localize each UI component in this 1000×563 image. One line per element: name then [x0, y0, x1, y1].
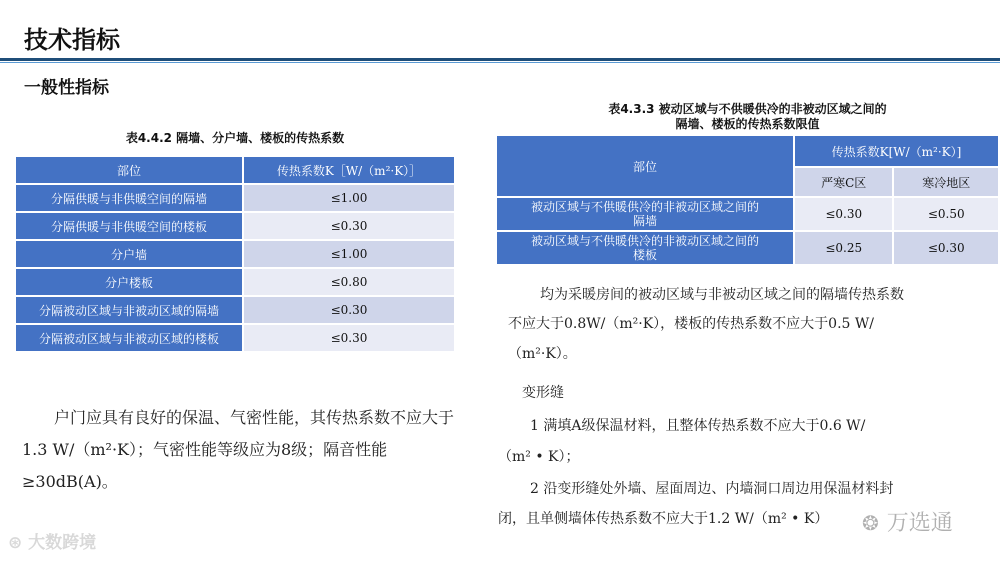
table1-header-part: 部位 [16, 157, 242, 183]
section-subtitle: 一般性指标 [24, 78, 109, 98]
table2-subheader-cold: 寒冷地区 [894, 168, 998, 196]
table2-row-value: ≤0.30 [894, 232, 998, 264]
watermark-logo-icon: ⊛ [8, 533, 29, 553]
item1-line2: （m² • K）； [498, 449, 580, 465]
table1-row-label: 分隔被动区域与非被动区域的隔墙 [16, 297, 242, 323]
table2-row-label-line1: 被动区域与不供暖供冷的非被动区域之间的 [530, 200, 759, 214]
table1-row-value: ≤1.00 [244, 185, 454, 211]
table1-row-label: 分隔供暖与非供暖空间的楼板 [16, 213, 242, 239]
item1-line1: 1 满填A级保温材料，且整体传热系数不应大于0.6 W/ [530, 418, 866, 434]
table1-row-label: 分户楼板 [16, 269, 242, 295]
table-row [16, 213, 454, 239]
right-paragraph-line2: 不应大于0.8W/（m²·K），楼板的传热系数不应大于0.5 W/ [508, 316, 874, 332]
table1-row-value: ≤0.30 [244, 213, 454, 239]
right-paragraph-line3: （m²·K）。 [508, 346, 577, 362]
item2-line1: 2 沿变形缝处外墙、屋面周边、内墙洞口周边用保温材料封 [530, 481, 894, 497]
table2-row-label-line1: 被动区域与不供暖供冷的非被动区域之间的 [530, 234, 759, 248]
watermark-left-text: 大数跨境 [28, 533, 97, 553]
table1-row-label: 分隔供暖与非供暖空间的隔墙 [16, 185, 242, 211]
watermark-right-text: 万选通 [886, 511, 953, 536]
table1-row-label: 分户墙 [16, 241, 242, 267]
table2-row-value: ≤0.25 [795, 232, 892, 264]
wechat-icon: ❂ [862, 511, 879, 535]
header-rule [0, 58, 1000, 61]
table2-header-k: 传热系数K[W/（m²·K）] [795, 136, 998, 166]
table1-row-value: ≤0.30 [244, 297, 454, 323]
watermark-right [862, 506, 953, 537]
table2-row-label-line2: 隔墙 [632, 214, 657, 228]
table1 [14, 155, 456, 353]
table-row [16, 269, 454, 295]
item2-line2: 闭，且单侧墙体传热系数不应大于1.2 W/（m² • K） [498, 511, 829, 527]
table1-caption: 表4.4.2 隔墙、分户墙、楼板的传热系数 [125, 131, 345, 145]
page-title: 技术指标 [24, 26, 120, 54]
table1-header-k: 传热系数K［W/（m²·K）］ [244, 157, 454, 183]
door-requirement-paragraph: 户门应具有良好的保温、气密性能，其传热系数不应大于1.3 W/（m²·K）；气密性能等级应为8级；隔音性能≥30dB(A)。 [22, 408, 455, 491]
table2-row-label-line2: 楼板 [632, 248, 657, 262]
right-paragraph-line1: 均为采暖房间的被动区域与非被动区域之间的隔墙传热系数 [540, 287, 904, 303]
header-rule-thin [0, 62, 1000, 63]
table2-caption [495, 102, 1000, 132]
table2-header-part: 部位 [497, 136, 793, 196]
table1-row-value: ≤0.30 [244, 325, 454, 351]
table-row [497, 232, 998, 264]
table-row [16, 241, 454, 267]
expansion-joint-heading: 变形缝 [522, 385, 564, 401]
table2-row-label [497, 198, 793, 230]
table1-row-label: 分隔被动区域与非被动区域的楼板 [16, 325, 242, 351]
table2-row-value: ≤0.50 [894, 198, 998, 230]
table-row [16, 325, 454, 351]
watermark-left [8, 528, 96, 553]
table2-caption-line1: 表4.3.3 被动区域与不供暖供冷的非被动区域之间的 [608, 102, 887, 116]
table1-row-value: ≤1.00 [244, 241, 454, 267]
table1-row-value: ≤0.80 [244, 269, 454, 295]
table-row [16, 185, 454, 211]
table2-row-value: ≤0.30 [795, 198, 892, 230]
table2-row-label [497, 232, 793, 264]
table2 [495, 134, 1000, 266]
table-row [497, 198, 998, 230]
table-row [16, 297, 454, 323]
table2-subheader-severe-cold: 严寒C区 [795, 168, 892, 196]
table2-caption-line2: 隔墙、楼板的传热系数限值 [675, 117, 820, 131]
